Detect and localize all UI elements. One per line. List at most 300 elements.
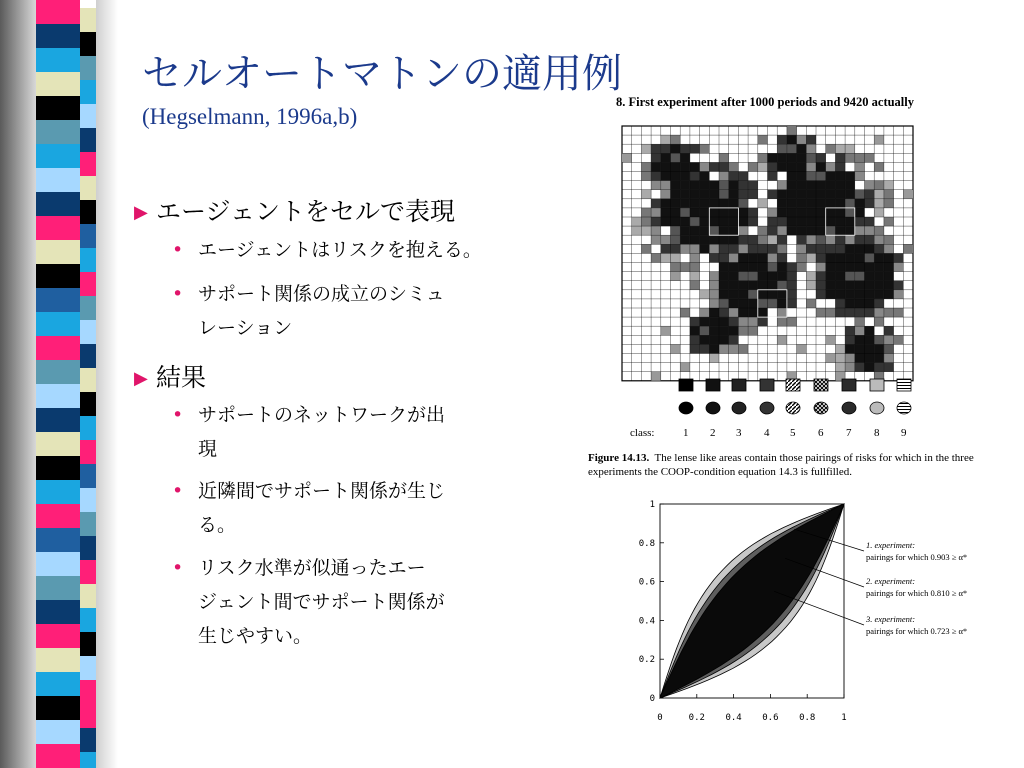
ca-cell (826, 308, 836, 317)
stripe-block-small (80, 704, 96, 728)
ca-cell (671, 272, 681, 281)
ca-cell (729, 181, 739, 190)
class-number: 9 (901, 427, 907, 439)
ca-cell (738, 253, 748, 262)
ca-cell (738, 272, 748, 281)
ca-cell (777, 281, 787, 290)
ca-cell (729, 290, 739, 299)
class-number: 7 (846, 427, 852, 439)
ca-cell (671, 244, 681, 253)
cellular-automaton-figure (600, 90, 1024, 440)
class-circle-icon (870, 402, 884, 414)
ca-cell (797, 153, 807, 162)
x-tick-label: 0.2 (688, 713, 705, 723)
ca-cell (797, 199, 807, 208)
ca-cell (768, 281, 778, 290)
ca-cell (855, 217, 865, 226)
class-circle-icon (786, 402, 800, 414)
ca-cell (855, 153, 865, 162)
ca-cell (709, 190, 719, 199)
ca-grid (622, 126, 913, 381)
ca-cell (738, 308, 748, 317)
ca-cell (845, 153, 855, 162)
ca-cell (835, 272, 845, 281)
ca-cell (777, 272, 787, 281)
x-tick-label: 0.6 (762, 713, 779, 723)
ca-cell (641, 217, 651, 226)
ca-cell (690, 263, 700, 272)
ca-cell (690, 162, 700, 171)
stripe-block-small (80, 104, 96, 128)
caption-text: The lense like areas contain those pairings of risks for which in the three experiments the COOP-condition equation 14.3 is fullfilled. (588, 452, 974, 478)
bullet-level2 (172, 551, 445, 653)
ca-cell (865, 272, 875, 281)
ca-cell (884, 181, 894, 190)
stripe-block (36, 72, 80, 96)
ca-cell (738, 208, 748, 217)
ca-cell (729, 317, 739, 326)
ca-cell (729, 162, 739, 171)
ca-cell (680, 308, 690, 317)
stripe-block-small (80, 224, 96, 248)
ca-cell (729, 281, 739, 290)
x-tick-label: 0.4 (725, 713, 742, 723)
ca-cell (855, 235, 865, 244)
ca-cell (816, 235, 826, 244)
ca-cell (806, 253, 816, 262)
ca-cell (777, 199, 787, 208)
ca-cell (758, 226, 768, 235)
ca-cell (700, 217, 710, 226)
ca-cell (865, 153, 875, 162)
stripe-block-small (80, 584, 96, 608)
ca-cell (680, 172, 690, 181)
ca-cell (865, 363, 875, 372)
ca-cell (641, 244, 651, 253)
ca-cell (738, 244, 748, 253)
ca-cell (671, 263, 681, 272)
ca-cell (816, 172, 826, 181)
ca-cell (855, 326, 865, 335)
stripe-block (36, 240, 80, 264)
ca-cell (748, 190, 758, 199)
ca-cell (709, 253, 719, 262)
ca-cell (651, 153, 661, 162)
annotation-title: 1. experiment: (866, 540, 916, 550)
ca-cell (826, 144, 836, 153)
ca-cell (874, 244, 884, 253)
class-number: 8 (874, 427, 880, 439)
class-number: 5 (790, 427, 796, 439)
stripe-fade (96, 0, 118, 768)
ca-cell (729, 190, 739, 199)
stripe-block (36, 456, 80, 480)
class-circle-icon (897, 402, 911, 414)
stripe-block (36, 504, 80, 528)
class-label: class: (630, 427, 655, 439)
x-tick-label: 0.8 (799, 713, 816, 723)
ca-cell (738, 344, 748, 353)
stripe-shadow (0, 0, 36, 768)
ca-cell (758, 244, 768, 253)
ca-cell (845, 172, 855, 181)
ca-cell (671, 217, 681, 226)
dot-bullet-icon: • (172, 404, 184, 426)
ca-cell (709, 199, 719, 208)
ca-cell (787, 181, 797, 190)
ca-cell (835, 162, 845, 171)
ca-cell (816, 226, 826, 235)
ca-cell (690, 272, 700, 281)
ca-cell (835, 208, 845, 217)
ca-cell (884, 190, 894, 199)
y-tick-label: 0.8 (638, 538, 655, 549)
ca-cell (758, 235, 768, 244)
ca-cell (641, 144, 651, 153)
ca-cell (709, 344, 719, 353)
ca-cell (748, 244, 758, 253)
ca-cell (826, 272, 836, 281)
y-tick-label: 0 (649, 694, 655, 704)
ca-cell (680, 263, 690, 272)
bullet-text: レーション (198, 317, 293, 339)
ca-cell (719, 253, 729, 262)
class-square-icon (897, 379, 911, 391)
ca-cell (729, 208, 739, 217)
ca-cell (661, 190, 671, 199)
ca-cell (700, 226, 710, 235)
stripe-block-small (80, 200, 96, 224)
ca-cell (777, 181, 787, 190)
ca-cell (787, 263, 797, 272)
ca-cell (845, 281, 855, 290)
ca-cell (835, 308, 845, 317)
ca-cell (680, 144, 690, 153)
stripe-block-small (80, 656, 96, 680)
annotation-text: pairings for which 0.810 ≥ α* (866, 588, 968, 598)
ca-cell (729, 226, 739, 235)
ca-cell (874, 299, 884, 308)
stripe-block-small (80, 56, 96, 80)
ca-cell (826, 235, 836, 244)
bullet-level2 (172, 474, 445, 542)
ca-cell (738, 281, 748, 290)
ca-cell (690, 199, 700, 208)
ca-cell (690, 226, 700, 235)
ca-cell (651, 199, 661, 208)
ca-cell (719, 290, 729, 299)
ca-cell (651, 162, 661, 171)
ca-cell (874, 135, 884, 144)
ca-cell (835, 299, 845, 308)
ca-cell (700, 181, 710, 190)
ca-cell (894, 253, 904, 262)
ca-cell (865, 190, 875, 199)
ca-cell (777, 190, 787, 199)
ca-cell (835, 181, 845, 190)
ca-cell (651, 172, 661, 181)
ca-cell (903, 190, 913, 199)
ca-cell (709, 181, 719, 190)
ca-cell (884, 253, 894, 262)
ca-cell (855, 263, 865, 272)
ca-cell (768, 153, 778, 162)
class-circle-icon (814, 402, 828, 414)
class-number: 1 (683, 427, 689, 439)
ca-cell (874, 317, 884, 326)
ca-cell (738, 181, 748, 190)
ca-cell (671, 153, 681, 162)
decorative-stripe-sidebar (0, 0, 118, 768)
ca-cell (748, 281, 758, 290)
ca-cell (835, 153, 845, 162)
ca-cell (719, 172, 729, 181)
ca-cell (787, 162, 797, 171)
stripe-block (36, 720, 80, 744)
ca-cell (884, 263, 894, 272)
ca-cell (874, 263, 884, 272)
ca-cell (777, 317, 787, 326)
class-circle-icon (679, 402, 693, 414)
ca-cell (845, 208, 855, 217)
ca-cell (661, 199, 671, 208)
ca-cell (826, 281, 836, 290)
ca-cell (874, 354, 884, 363)
ca-cell (748, 208, 758, 217)
ca-cell (709, 244, 719, 253)
ca-cell (835, 172, 845, 181)
bullet-text: 生じやすい。 (198, 625, 313, 647)
ca-cell (787, 272, 797, 281)
ca-cell (865, 217, 875, 226)
ca-cell (845, 226, 855, 235)
ca-cell (835, 190, 845, 199)
ca-cell (700, 162, 710, 171)
class-circle-icon (706, 402, 720, 414)
ca-cell (806, 181, 816, 190)
x-tick-label: 1 (841, 713, 847, 723)
ca-cell (651, 217, 661, 226)
ca-cell (768, 272, 778, 281)
ca-cell (729, 217, 739, 226)
ca-cell (738, 190, 748, 199)
ca-cell (632, 226, 642, 235)
ca-cell (806, 226, 816, 235)
ca-cell (719, 263, 729, 272)
ca-cell (816, 244, 826, 253)
ca-cell (709, 208, 719, 217)
ca-cell (894, 263, 904, 272)
ca-cell (719, 335, 729, 344)
bullet-text: ジェント間でサポート関係が (198, 591, 445, 613)
stripe-block (36, 144, 80, 168)
ca-cell (845, 344, 855, 353)
ca-cell (884, 290, 894, 299)
ca-cell (797, 208, 807, 217)
stripe-block (36, 672, 80, 696)
ca-cell (719, 299, 729, 308)
ca-cell (845, 244, 855, 253)
ca-cell (826, 217, 836, 226)
triangle-bullet-icon: ▶ (134, 202, 148, 223)
ca-cell (787, 208, 797, 217)
ca-cell (758, 299, 768, 308)
ca-cell (826, 253, 836, 262)
stripe-block-small (80, 368, 96, 392)
stripe-block (36, 552, 80, 576)
ca-cell (806, 299, 816, 308)
ca-cell (709, 299, 719, 308)
ca-cell (845, 235, 855, 244)
ca-cell (845, 253, 855, 262)
ca-cell (622, 153, 632, 162)
ca-cell (874, 335, 884, 344)
ca-cell (768, 244, 778, 253)
class-square-icon (679, 379, 693, 391)
ca-cell (680, 363, 690, 372)
stripe-block (36, 624, 80, 648)
ca-cell (671, 162, 681, 171)
bullet-text: サポート関係の成立のシミュ (198, 283, 445, 305)
ca-cell (700, 208, 710, 217)
ca-cell (855, 290, 865, 299)
ca-cell (855, 281, 865, 290)
ca-cell (777, 253, 787, 262)
ca-cell (835, 253, 845, 262)
ca-cell (865, 290, 875, 299)
ca-cell (768, 217, 778, 226)
ca-cell (806, 144, 816, 153)
ca-cell (719, 326, 729, 335)
class-legend (679, 379, 911, 414)
ca-cell (738, 263, 748, 272)
ca-cell (806, 281, 816, 290)
ca-cell (826, 199, 836, 208)
ca-cell (719, 208, 729, 217)
ca-cell (690, 244, 700, 253)
stripe-block-small (80, 560, 96, 584)
ca-cell (709, 335, 719, 344)
ca-cell (855, 208, 865, 217)
ca-cell (680, 208, 690, 217)
ca-cell (738, 217, 748, 226)
stripe-block (36, 384, 80, 408)
class-number: 2 (710, 427, 716, 439)
ca-cell (671, 172, 681, 181)
ca-cell (748, 326, 758, 335)
ca-cell (855, 299, 865, 308)
slide-subtitle: (Hegselmann, 1996a,b) (142, 104, 358, 129)
class-circle-icon (732, 402, 746, 414)
stripe-block-small (80, 296, 96, 320)
ca-cell (874, 290, 884, 299)
ca-cell (797, 253, 807, 262)
ca-cell (758, 135, 768, 144)
ca-cell (855, 162, 865, 171)
stripe-block-small (80, 752, 96, 768)
stripe-block (36, 432, 80, 456)
ca-cell (884, 244, 894, 253)
ca-cell (661, 244, 671, 253)
ca-cell (855, 308, 865, 317)
ca-cell (797, 226, 807, 235)
ca-cell (845, 190, 855, 199)
ca-cell (816, 290, 826, 299)
ca-cell (884, 363, 894, 372)
ca-cell (787, 281, 797, 290)
ca-cell (777, 217, 787, 226)
ca-cell (700, 244, 710, 253)
ca-cell (777, 290, 787, 299)
bullet-text: 結果 (156, 363, 207, 392)
ca-cell (651, 144, 661, 153)
ca-cell (855, 244, 865, 253)
ca-cell (709, 217, 719, 226)
ca-cell (865, 344, 875, 353)
ca-cell (719, 244, 729, 253)
ca-cell (709, 235, 719, 244)
ca-cell (709, 281, 719, 290)
ca-cell (845, 144, 855, 153)
annotation-text: pairings for which 0.723 ≥ α* (866, 626, 968, 636)
stripe-block (36, 648, 80, 672)
ca-cell (651, 181, 661, 190)
ca-cell (719, 162, 729, 171)
dot-bullet-icon: • (172, 283, 184, 305)
ca-cell (748, 263, 758, 272)
stripe-block (36, 480, 80, 504)
ca-cell (777, 235, 787, 244)
ca-cell (690, 190, 700, 199)
ca-cell (816, 153, 826, 162)
ca-cell (874, 272, 884, 281)
ca-cell (806, 153, 816, 162)
ca-cell (865, 244, 875, 253)
ca-cell (738, 172, 748, 181)
ca-cell (816, 281, 826, 290)
ca-cell (806, 208, 816, 217)
ca-cell (709, 272, 719, 281)
ca-cell (680, 162, 690, 171)
ca-cell (806, 235, 816, 244)
ca-cell (845, 335, 855, 344)
ca-cell (865, 253, 875, 262)
stripe-block (36, 168, 80, 192)
ca-cell (826, 181, 836, 190)
ca-cell (787, 199, 797, 208)
ca-cell (884, 326, 894, 335)
bullet-level2 (172, 398, 445, 466)
ca-cell (651, 253, 661, 262)
bullet-text: 現 (198, 438, 218, 460)
ca-cell (748, 308, 758, 317)
ca-cell (641, 162, 651, 171)
ca-cell (777, 144, 787, 153)
ca-cell (874, 281, 884, 290)
class-square-icon (732, 379, 746, 391)
ca-cell (845, 263, 855, 272)
ca-cell (816, 181, 826, 190)
ca-cell (719, 190, 729, 199)
ca-cell (768, 162, 778, 171)
ca-cell (661, 144, 671, 153)
stripe-block (36, 576, 80, 600)
ca-cell (894, 281, 904, 290)
ca-cell (729, 253, 739, 262)
y-tick-label: 0.4 (638, 616, 655, 627)
ca-cell (661, 153, 671, 162)
ca-cell (845, 299, 855, 308)
